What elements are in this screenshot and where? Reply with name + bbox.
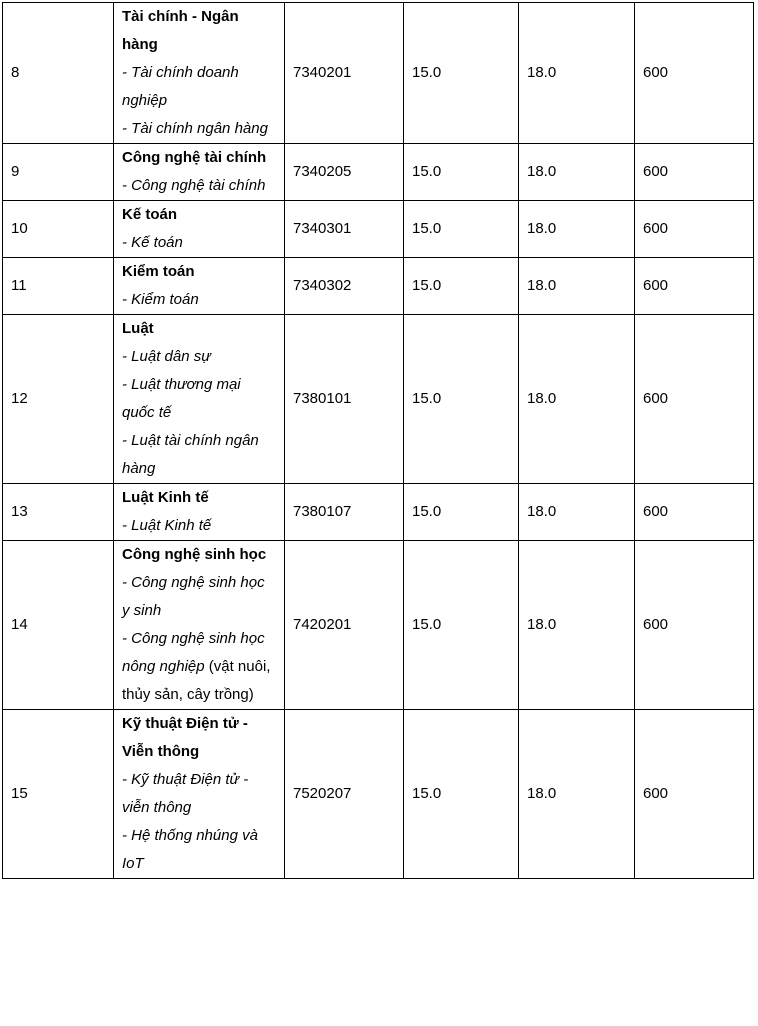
specialization-item [122,427,276,483]
cell-score-3: 600 [635,315,754,484]
cell-score-1: 15.0 [404,3,519,144]
specialization-text: - Luật Kinh tế [122,517,212,534]
specialization-text: - Công nghệ sinh học y sinh [122,574,265,619]
cell-score-2: 18.0 [519,541,635,710]
major-name: Công nghệ sinh học [122,546,267,563]
specialization-item [122,371,276,427]
cell-stt: 10 [3,201,114,258]
specialization-item [122,59,276,115]
table-row [3,484,754,541]
table-row [3,315,754,484]
cell-score-2: 18.0 [519,258,635,315]
major-name: Kế toán [122,206,178,223]
specialization-list [122,229,276,257]
cell-score-2: 18.0 [519,3,635,144]
major-name: Luật Kinh tế [122,489,209,506]
major-name: Luật [122,320,154,337]
cell-stt: 14 [3,541,114,710]
specialization-text: - Kiểm toán [122,291,199,308]
specialization-list [122,569,276,709]
cell-major [114,144,285,201]
specialization-list [122,343,276,483]
specialization-text: - Tài chính ngân hàng [122,120,268,137]
table-row [3,144,754,201]
specialization-text: - Công nghệ sinh học nông nghiệp [122,630,265,675]
specialization-item [122,286,276,314]
cell-score-2: 18.0 [519,484,635,541]
cell-major [114,258,285,315]
table-row [3,3,754,144]
cell-score-3: 600 [635,258,754,315]
cell-score-1: 15.0 [404,144,519,201]
major-name: Tài chính - Ngân hàng [122,8,239,53]
specialization-note: (vật nuôi, thủy sản, cây trồng) [122,658,271,703]
table-row [3,710,754,879]
specialization-text: - Luật dân sự [122,348,211,365]
major-name: Kỹ thuật Điện tử - Viễn thông [122,715,248,760]
specialization-text: - Kỹ thuật Điện tử - viễn thông [122,771,249,816]
specialization-item [122,172,276,200]
table-row [3,541,754,710]
programs-table-body [3,3,754,879]
cell-score-2: 18.0 [519,144,635,201]
cell-stt: 11 [3,258,114,315]
major-name: Kiểm toán [122,263,195,280]
cell-major-code: 7340205 [285,144,404,201]
specialization-item [122,625,276,709]
specialization-list [122,172,276,200]
specialization-item [122,512,276,540]
cell-major [114,484,285,541]
table-row [3,201,754,258]
specialization-text: - Kế toán [122,234,183,251]
cell-stt: 15 [3,710,114,879]
cell-score-1: 15.0 [404,484,519,541]
cell-major-code: 7520207 [285,710,404,879]
cell-score-1: 15.0 [404,258,519,315]
cell-major-code: 7340301 [285,201,404,258]
cell-major-code: 7380101 [285,315,404,484]
specialization-text: - Tài chính doanh nghiệp [122,64,239,109]
cell-stt: 9 [3,144,114,201]
cell-score-3: 600 [635,144,754,201]
cell-major-code: 7420201 [285,541,404,710]
specialization-list [122,286,276,314]
cell-stt: 12 [3,315,114,484]
cell-score-1: 15.0 [404,541,519,710]
cell-score-1: 15.0 [404,710,519,879]
cell-score-3: 600 [635,541,754,710]
cell-major [114,315,285,484]
cell-major-code: 7340302 [285,258,404,315]
cell-score-1: 15.0 [404,201,519,258]
programs-table [2,2,754,879]
specialization-item [122,569,276,625]
specialization-item [122,229,276,257]
cell-score-1: 15.0 [404,315,519,484]
specialization-item [122,343,276,371]
cell-major-code: 7340201 [285,3,404,144]
specialization-list [122,59,276,143]
cell-score-2: 18.0 [519,710,635,879]
specialization-text: - Công nghệ tài chính [122,177,266,194]
cell-major [114,201,285,258]
specialization-list [122,512,276,540]
specialization-item [122,115,276,143]
cell-score-2: 18.0 [519,315,635,484]
cell-major-code: 7380107 [285,484,404,541]
cell-stt: 8 [3,3,114,144]
cell-score-3: 600 [635,3,754,144]
cell-score-3: 600 [635,710,754,879]
cell-major [114,541,285,710]
cell-stt: 13 [3,484,114,541]
cell-score-2: 18.0 [519,201,635,258]
programs-table-container [2,2,754,879]
major-name: Công nghệ tài chính [122,149,267,166]
specialization-text: - Hệ thống nhúng và IoT [122,827,258,872]
cell-major [114,710,285,879]
cell-score-3: 600 [635,201,754,258]
specialization-list [122,766,276,878]
cell-score-3: 600 [635,484,754,541]
cell-major [114,3,285,144]
specialization-text: - Luật tài chính ngân hàng [122,432,259,477]
specialization-item [122,766,276,822]
table-row [3,258,754,315]
specialization-item [122,822,276,878]
specialization-text: - Luật thương mại quốc tế [122,376,241,421]
